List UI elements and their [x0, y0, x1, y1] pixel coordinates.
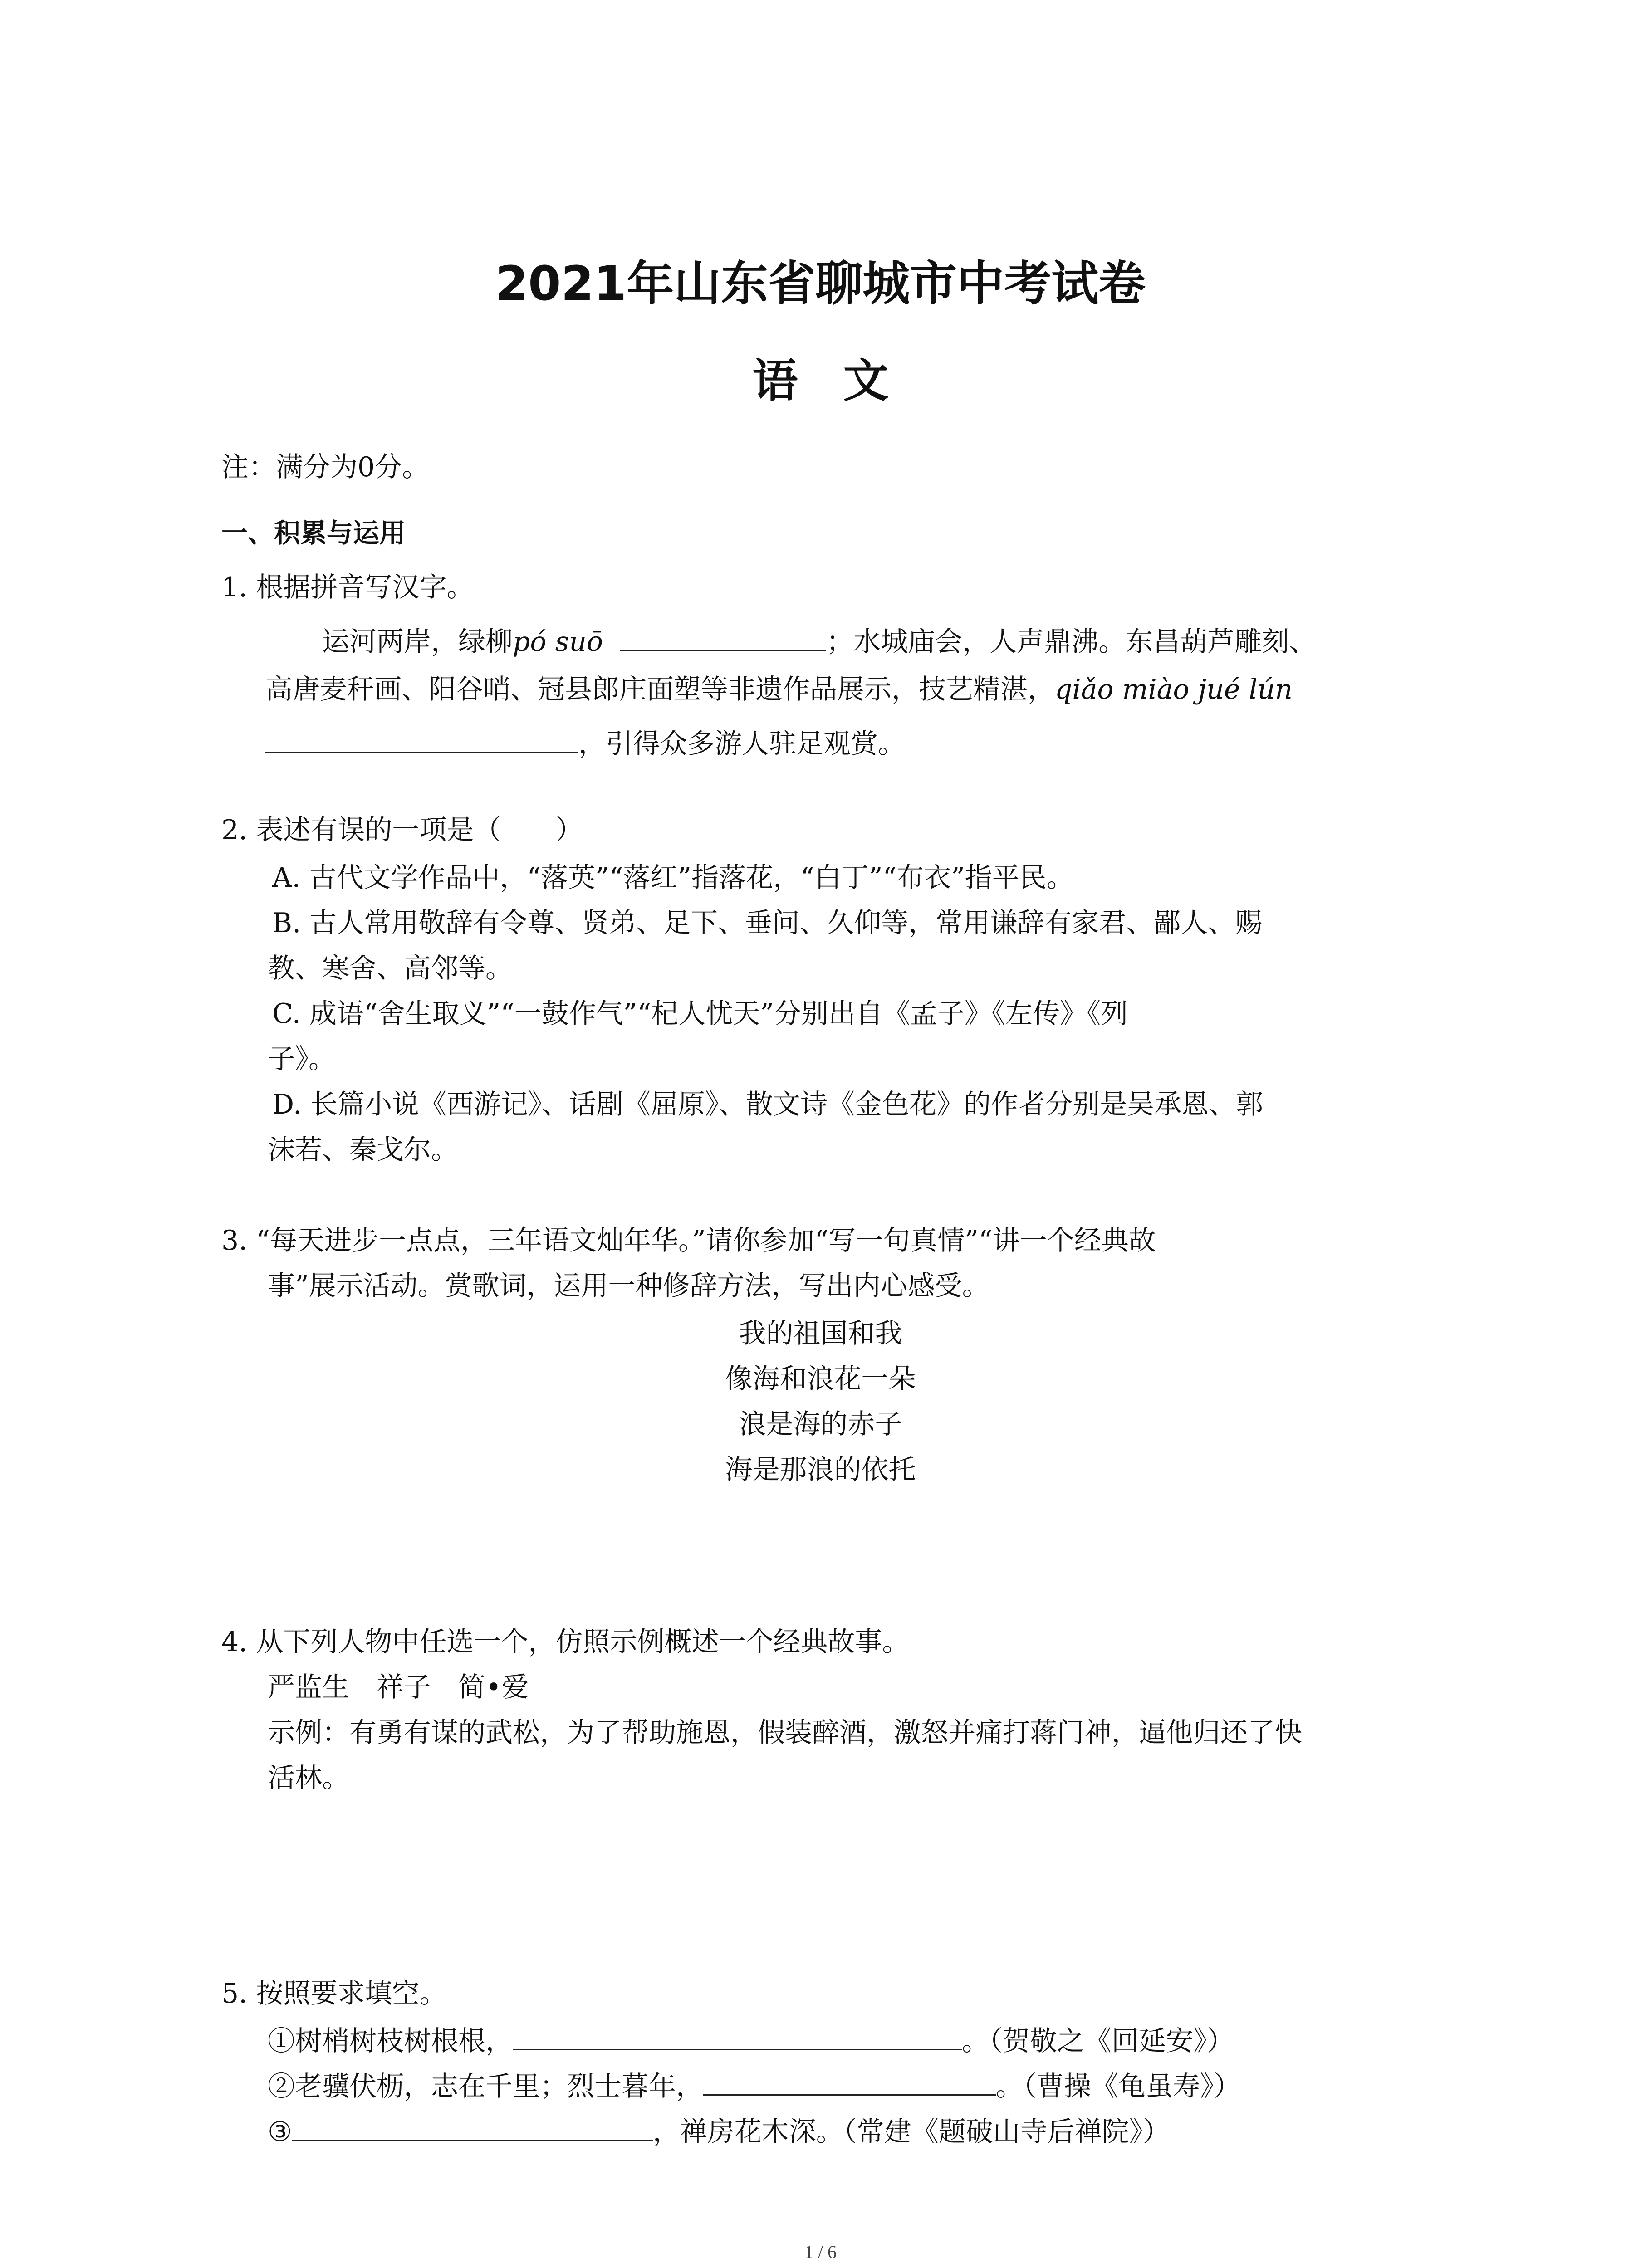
fill-item-1	[268, 2021, 1234, 2059]
exam-title: 2021年山东省聊城市中考试卷	[495, 256, 1146, 311]
answer-blank[interactable]	[620, 621, 826, 651]
example-text: 示例：有勇有谋的武松，为了帮助施恩，假装醉酒，激怒并痛打蒋门神，逼他归还了快	[268, 1717, 1302, 1749]
question-3-line-2: 事”展示活动。赏歌词，运用一种修辞方法，写出内心感受。	[268, 1270, 989, 1302]
subject-title: 语 文	[752, 354, 889, 407]
question-3-line-1: 3. “每天进步一点点，三年语文灿年华。”请你参加“写一句真情”“讲一个经典故	[221, 1225, 1156, 1256]
pinyin-prompt: pó suō	[513, 626, 603, 658]
section-heading: 一、积累与运用	[221, 518, 406, 548]
poem-line: 浪是海的赤子	[739, 1408, 902, 1440]
question-1-text: 高唐麦秆画、阳谷哨、冠县郎庄面塑等非遗作品展示，技艺精湛，	[265, 674, 1055, 705]
answer-blank[interactable]	[292, 2112, 653, 2141]
fill-item-text: ③	[268, 2116, 292, 2148]
fill-item-2	[268, 2066, 1241, 2105]
fill-item-source: ，禅房花木深。（常建《题破山寺后禅院》）	[652, 2116, 1170, 2148]
option-a: A. 古代文学作品中，“落英”“落红”指落花，“白丁”“布衣”指平民。	[272, 862, 1074, 894]
fill-item-source: 。（曹操《龟虽寿》）	[996, 2071, 1241, 2102]
question-1-text: ；水城庙会，人声鼎沸。东昌葫芦雕刻、	[826, 626, 1317, 658]
fill-item-text: ①树梢树枝树根根，	[268, 2025, 513, 2057]
poem-line: 海是那浪的依托	[725, 1454, 916, 1486]
page-number: 1 / 6	[804, 2242, 837, 2262]
question-1-line-1	[322, 621, 1316, 660]
answer-blank[interactable]	[265, 723, 578, 753]
poem-line: 我的祖国和我	[739, 1318, 902, 1349]
option-d: D. 长篇小说《西游记》、话剧《屈原》、散文诗《金色花》的作者分别是吴承恩、郭	[272, 1089, 1264, 1120]
option-b-cont: 教、寒舍、高邻等。	[268, 953, 513, 984]
character-list: 严监生 祥子 简•爱	[268, 1672, 529, 1703]
option-d-cont: 沫若、秦戈尔。	[268, 1134, 458, 1166]
example-text-cont: 活林。	[268, 1762, 349, 1794]
question-1-text: ，引得众多游人驻足观赏。	[578, 728, 905, 760]
poem-line: 像海和浪花一朵	[725, 1363, 916, 1395]
question-4-stem: 4. 从下列人物中任选一个，仿照示例概述一个经典故事。	[221, 1626, 910, 1658]
option-b: B. 古人常用敬辞有令尊、贤弟、足下、垂问、久仰等，常用谦辞有家君、鄙人、赐	[272, 907, 1263, 939]
option-c-cont: 子》。	[268, 1043, 336, 1075]
fill-item-source: 。（贺敬之《回延安》）	[962, 2025, 1234, 2057]
fill-item-text: ②老骥伏枥，志在千里；烈士暮年，	[268, 2071, 703, 2102]
answer-blank[interactable]	[703, 2066, 996, 2096]
pinyin-prompt: qiǎo miào jué lún	[1055, 674, 1293, 705]
answer-blank[interactable]	[513, 2021, 962, 2050]
question-5-stem: 5. 按照要求填空。	[221, 1978, 447, 2009]
question-2-stem: 2. 表述有误的一项是（ ）	[221, 814, 583, 846]
question-1-line-3	[265, 723, 905, 762]
score-note: 注：满分为0分。	[221, 451, 430, 483]
fill-item-3	[268, 2112, 1170, 2150]
question-1-line-2	[265, 671, 1293, 708]
question-1-stem: 1. 根据拼音写汉字。	[221, 572, 474, 603]
question-1-text: 运河两岸，绿柳	[322, 626, 513, 658]
option-c: C. 成语“舍生取义”“一鼓作气”“杞人忧天”分别出自《孟子》《左传》《列	[272, 998, 1128, 1030]
